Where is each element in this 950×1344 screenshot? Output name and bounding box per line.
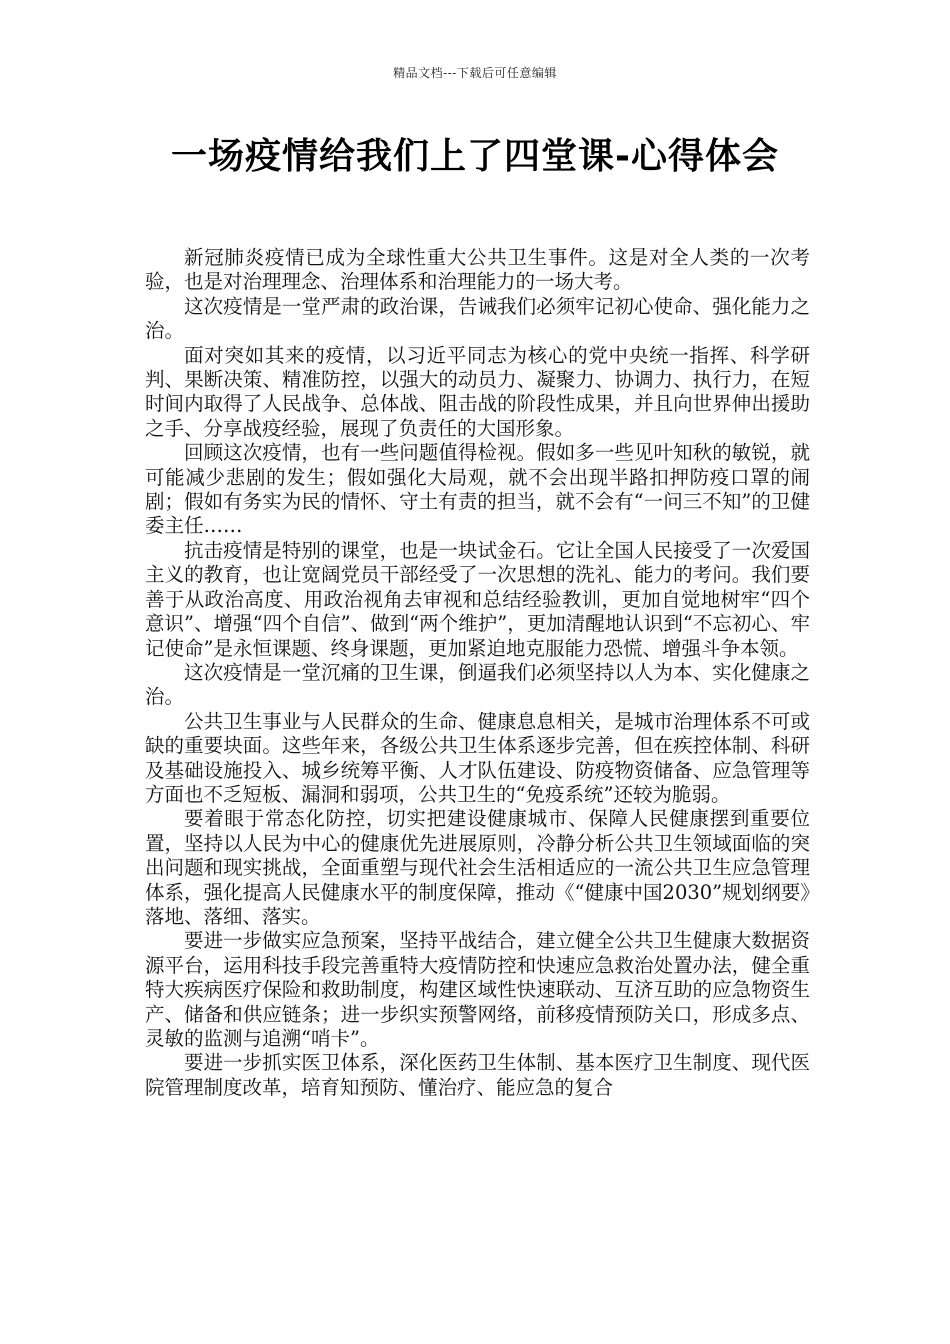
paragraph: 这次疫情是一堂严肃的政治课，告诫我们必须牢记初心使命、强化能力之治。 [145, 294, 810, 343]
paragraph: 要进一步抓实医卫体系，深化医药卫生体制、基本医疗卫生制度、现代医院管理制度改革，培育知预防、懂治疗、能应急的复合 [145, 1051, 810, 1099]
paragraph: 新冠肺炎疫情已成为全球性重大公共卫生事件。这是对全人类的一次考验，也是对治理理念、治理体系和治理能力的一场大考。 [145, 246, 810, 294]
paragraph: 这次疫情是一堂沉痛的卫生课，倒逼我们必须坚持以人为本、实化健康之治。 [145, 660, 810, 709]
document-title: 一场疫情给我们上了四堂课-心得体会 [171, 136, 779, 177]
paragraph: 要进一步做实应急预案，坚持平战结合，建立健全公共卫生健康大数据资源平台，运用科技手段完善重特大疫情防控和快速应急救治处置办法，健全重特大疾病医疗保险和救助制度，构建区域性快速联动、互济互助的应急物资生产、储备和供应链条；进一步织实预警网络，前移疫情预防关口，形成多点、灵敏的监测与追溯“哨卡”。 [145, 929, 810, 1050]
paragraph: 抗击疫情是特别的课堂，也是一块试金石。它让全国人民接受了一次爱国主义的教育，也让宽阔党员干部经受了一次思想的洗礼、能力的考问。我们要善于从政治高度、用政治视角去审视和总结经验教训，更加自觉地树牢“四个意识”、增强“四个自信”、做到“两个维护”，更加清醒地认识到“不忘初心、牢记使命”是永恒课题、终身课题，更加紧迫地克服能力恐慌、增强斗争本领。 [145, 538, 810, 660]
paragraph: 回顾这次疫情，也有一些问题值得检视。假如多一些见叶知秋的敏锐，就可能减少悲剧的发生；假如强化大局观，就不会出现半路扣押防疫口罩的闹剧；假如有务实为民的情怀、守土有责的担当，就不会有“一问三不知”的卫健委主任…… [145, 441, 810, 538]
paragraph: 面对突如其来的疫情，以习近平同志为核心的党中央统一指挥、科学研判、果断决策、精准防控，以强大的动员力、凝聚力、协调力、执行力，在短时间内取得了人民战争、总体战、阻击战的阶段性成果，并且向世界伸出援助之手、分享战疫经验，展现了负责任的大国形象。 [145, 343, 810, 440]
paragraph: 公共卫生事业与人民群众的生命、健康息息相关，是城市治理体系不可或缺的重要块面。这些年来，各级公共卫生体系逐步完善，但在疾控体制、科研及基础设施投入、城乡统筹平衡、人才队伍建设、防疫物资储备、应急管理等方面也不乏短板、漏洞和弱项，公共卫生的“免疫系统”还较为脆弱。 [145, 709, 810, 806]
paragraph: 要着眼于常态化防控，切实把建设健康城市、保障人民健康摆到重要位置，坚持以人民为中心的健康优先进展原则，冷静分析公共卫生领域面临的突出问题和现实挑战，全面重塑与现代社会生活相适应的一流公共卫生应急管理体系，强化提高人民健康水平的制度保障，推动《“健康中国2030”规划纲要》落地、落细、落实。 [145, 807, 810, 928]
header-note: 精品文档---下载后可任意编辑 [393, 66, 557, 80]
document-body [145, 246, 810, 1100]
